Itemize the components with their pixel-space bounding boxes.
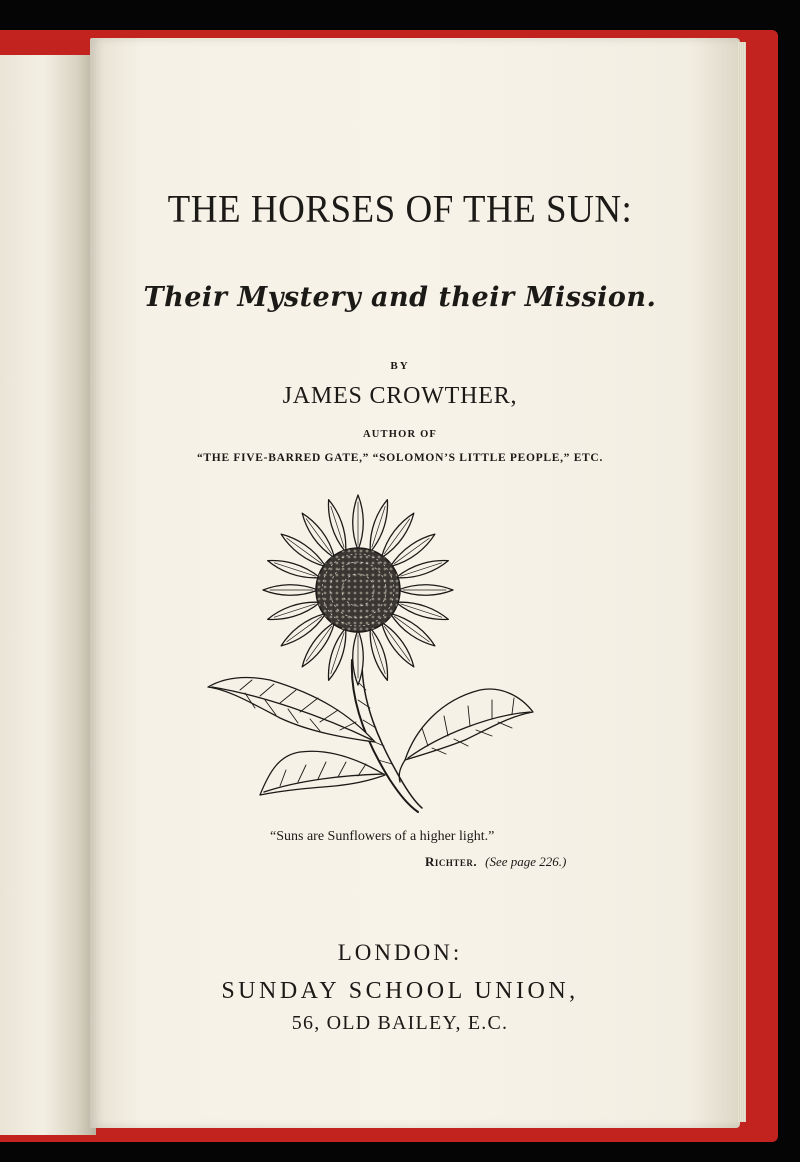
book-subtitle: Their Mystery and their Mission. [143,282,657,313]
imprint-publisher: SUNDAY SCHOOL UNION, [221,978,579,1004]
book-title: THE HORSES OF THE SUN: [167,187,633,232]
imprint-city: LONDON: [337,940,463,965]
sunflower-icon [200,490,540,830]
epigraph-attribution [425,854,566,870]
epigraph-reference: (See page 226.) [485,854,567,869]
imprint-address: 56, OLD BAILEY, E.C. [291,1012,509,1034]
other-works: “THE FIVE-BARRED GATE,” “SOLOMON’S LITTLE PEOPLE,” ETC. [196,452,604,464]
author-name: JAMES CROWTHER, [282,383,518,409]
epigraph-quote: “Suns are Sunflowers of a higher light.” [270,829,495,844]
author-of-label: AUTHOR OF [362,429,438,440]
by-line: BY [390,360,410,372]
epigraph-author: Richter. [425,854,478,869]
